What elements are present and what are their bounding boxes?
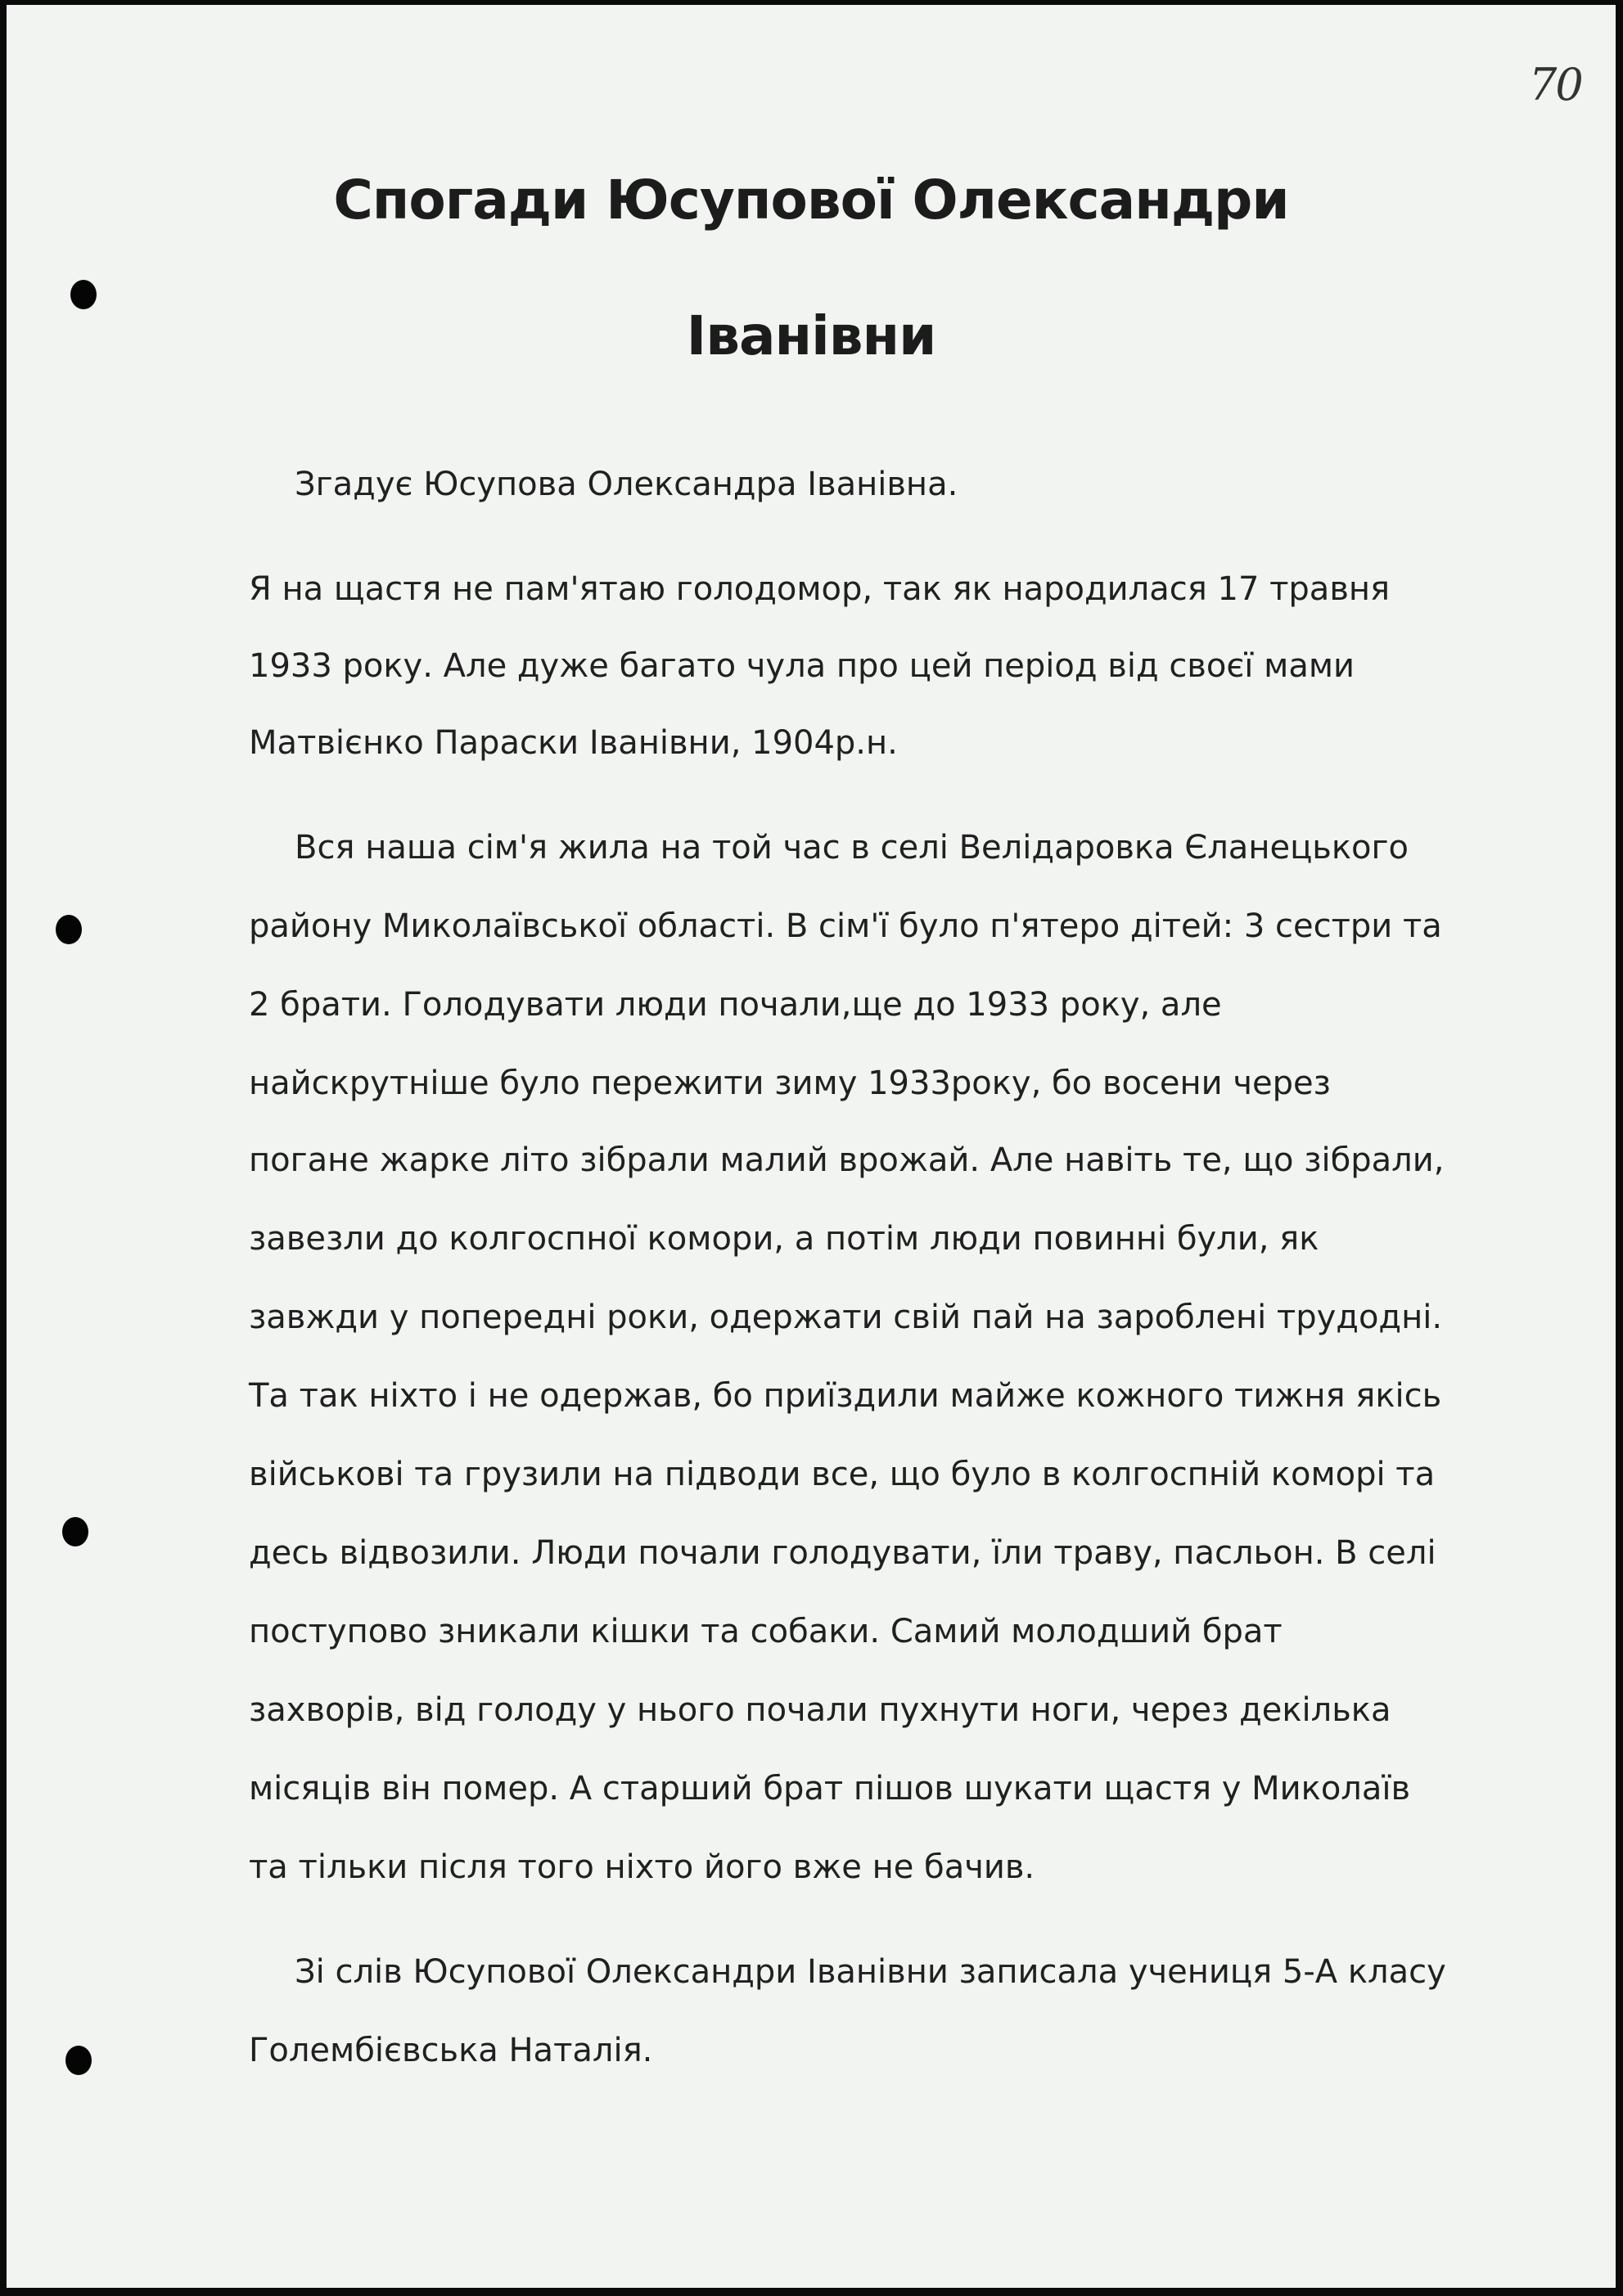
text-line: десь відвозили. Люди почали голодувати, їли траву, пасльон. В селі [249,1534,1436,1572]
text-line: найскрутніше було пережити зиму 1933року, бо восени через [249,1065,1331,1102]
punch-hole [62,1517,88,1546]
text-line: місяців він помер. А старший брат пішов шукати щастя у Миколаїв [249,1770,1411,1808]
punch-hole [56,915,82,944]
text-line: Матвієнко Параски Іванівни, 1904р.н. [249,724,898,762]
intro-line: Згадує Юсупова Олександра Іванівна. [295,466,958,503]
punch-hole [65,2046,92,2075]
title-line-2: Іванівни [686,304,936,367]
text-line: Вся наша сім'я жила на той час в селі Велідаровка Єланецького [295,829,1409,867]
page-number: 70 [1529,59,1582,110]
text-line: військові та грузили на підводи все, що було в колгоспній коморі та [249,1456,1436,1493]
text-line: погане жарке літо зібрали малий врожай. Але навіть те, що зібрали, [249,1141,1445,1179]
text-line: захворів, від голоду у нього почали пухнути ноги, через декілька [249,1691,1391,1729]
text-line: Зі слів Юсупової Олександри Іванівни записала учениця 5-А класу [295,1953,1446,1991]
text-line: завжди у попередні роки, одержати свій пай на зароблені трудодні. [249,1299,1443,1336]
text-line: 1933 року. Але дуже багато чула про цей період від своєї мами [249,647,1355,685]
title-line-1: Спогади Юсупової Олександри [333,169,1289,232]
text-line: Голембієвська Наталія. [249,2032,653,2069]
text-line: Та так ніхто і не одержав, бо приїздили майже кожного тижня якісь [249,1377,1442,1415]
text-line: завезли до колгоспної комори, а потім люди повинні були, як [249,1220,1319,1258]
text-line: 2 брати. Голодувати люди почали,ще до 1933 року, але [249,986,1222,1024]
text-line: поступово зникали кішки та собаки. Самий молодший брат [249,1613,1283,1650]
text-line: району Миколаївської області. В сім'ї було п'ятеро дітей: 3 сестри та [249,907,1442,945]
text-line: та тільки після того ніхто його вже не бачив. [249,1848,1035,1886]
document-page [7,5,1616,2288]
text-line: Я на щастя не пам'ятаю голодомор, так як народилася 17 травня [249,570,1391,608]
